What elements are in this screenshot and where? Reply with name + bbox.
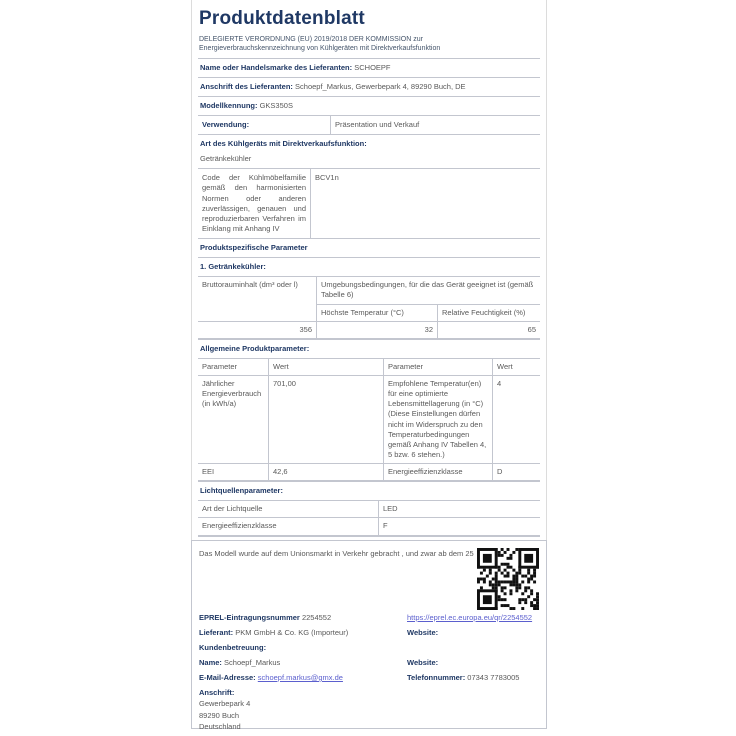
annual-energy-label: Jährlicher Energieverbrauch (in kWh/a) (198, 376, 269, 464)
appliance-type-value: Getränkekühler (200, 154, 252, 164)
light-type-label: Art der Lichtquelle (198, 501, 379, 518)
appliance-type-row (198, 134, 540, 168)
recommended-temp-label: Empfohlene Temperatur(en) für eine optimierte Lebensmittellagerung (in °C) (Diese Einstellungen dürfen nicht im Widerspruch zu den Temperaturbedingungen gemäß Anhang IV Tabellen 4, 5 bzw. 6 stehen.) (384, 376, 493, 464)
phone-label: Telefonnummer: (407, 673, 466, 682)
humidity-label: Relative Feuchtigkeit (%) (438, 304, 541, 321)
importer-row (199, 625, 403, 640)
address-label: Anschrift: (199, 688, 235, 697)
eei-value: 42,6 (269, 464, 384, 481)
energy-class-label: Energieeffizienzklasse (384, 464, 493, 481)
supplier-address-value: Schoepf_Markus, Gewerbepark 4, 89290 Buch, DE (295, 81, 466, 91)
supplier-address-label: Anschrift des Lieferanten: (200, 81, 293, 91)
email-label: E-Mail-Adresse: (199, 673, 256, 682)
address-line-2: 89290 Buch (199, 710, 240, 720)
general-params-table (198, 358, 540, 481)
col-header-parameter-1: Parameter (198, 358, 269, 375)
gross-volume-label: Bruttorauminhalt (dm³ oder l) (198, 277, 317, 321)
max-temp-label: Höchste Temperatur (°C) (317, 304, 438, 321)
family-code-row (198, 168, 540, 238)
section-light-source: Lichtquellenparameter: (198, 481, 540, 500)
volume-ambient-table (198, 276, 540, 339)
website2-label: Website: (407, 658, 439, 667)
phone-value: 07343 7783005 (467, 673, 520, 682)
supplier-address-row (198, 77, 540, 96)
appliance-type-label: Art des Kühlgeräts mit Direktverkaufsfunktion: (200, 139, 367, 149)
customer-service-label: Kundenbetreuung: (199, 643, 267, 652)
energy-class-value: D (493, 464, 541, 481)
supplier-name-row (198, 58, 540, 77)
address-line-3: Deutschland (199, 721, 241, 731)
col-header-wert-1: Wert (269, 358, 384, 375)
placed-on-market-text: Das Modell wurde auf dem Unionsmarkt in Verkehr gebracht , und zwar ab dem 25 (199, 549, 474, 558)
supplier-name-value: SCHOEPF (354, 62, 391, 72)
model-id-label: Modellkennung: (200, 100, 258, 110)
light-class-label: Energieeffizienzklasse (198, 518, 379, 535)
col-header-parameter-2: Parameter (384, 358, 493, 375)
importer-label: Lieferant: (199, 628, 234, 637)
family-code-value: BCV1n (310, 169, 540, 238)
email-link[interactable]: schoepf.markus@gmx.de (257, 673, 343, 682)
market-info-box (191, 540, 547, 729)
model-id-value: GKS350S (259, 100, 293, 110)
eprel-number-row (199, 610, 403, 625)
address-line-1: Gewerbepark 4 (199, 699, 251, 709)
family-code-label: Code der Kühlmöbelfamilie gemäß den harmonisierten Normen oder anderen zuverlässigen, genauen und reproduzierbaren Verfahren im Einklang mit Anhang IV (202, 173, 306, 233)
phone-row (407, 670, 539, 685)
model-id-row (198, 96, 540, 115)
contact-name-row (199, 655, 403, 670)
email-row (199, 670, 403, 685)
ambient-conditions-label: Umgebungsbedingungen, für die das Gerät geeignet ist (gemäß Tabelle 6) (317, 277, 541, 304)
contact-name-value: Schoepf_Markus (224, 658, 281, 667)
light-source-table (198, 500, 540, 535)
contact-name-label: Name: (199, 658, 222, 667)
usage-row (198, 115, 540, 134)
usage-value: Präsentation und Verkauf (330, 116, 540, 134)
eei-label: EEI (198, 464, 269, 481)
col-header-wert-2: Wert (493, 358, 541, 375)
light-class-value: F (379, 518, 541, 535)
section-general-params: Allgemeine Produktparameter: (198, 339, 540, 358)
max-temp-value: 32 (317, 321, 438, 338)
light-type-value: LED (379, 501, 541, 518)
section-product-specific: Produktspezifische Parameter (198, 238, 540, 257)
eprel-label: EPREL-Eintragungsnummer (199, 613, 300, 622)
eprel-link[interactable]: https://eprel.ec.europa.eu/qr/2254552 (407, 613, 533, 622)
page-title: Produktdatenblatt (199, 8, 365, 29)
qr-code (477, 548, 539, 610)
supplier-name-label: Name oder Handelsmarke des Lieferanten: (200, 62, 353, 72)
recommended-temp-value: 4 (493, 376, 541, 464)
importer-value: PKM GmbH & Co. KG (Importeur) (235, 628, 349, 637)
gross-volume-value: 356 (198, 321, 317, 338)
humidity-value: 65 (438, 321, 541, 338)
website-label: Website: (407, 628, 439, 637)
eprel-value: 2254552 (301, 613, 332, 622)
section-beverage-cooler: 1. Getränkekühler: (198, 257, 540, 276)
usage-label: Verwendung: (202, 119, 250, 129)
regulation-subtitle: DELEGIERTE VERORDNUNG (EU) 2019/2018 DER KOMMISSION zur Energieverbrauchskennzeichnung von Kühlgeräten mit Direktverkaufsfunktion (199, 35, 441, 53)
annual-energy-value: 701,00 (269, 376, 384, 464)
